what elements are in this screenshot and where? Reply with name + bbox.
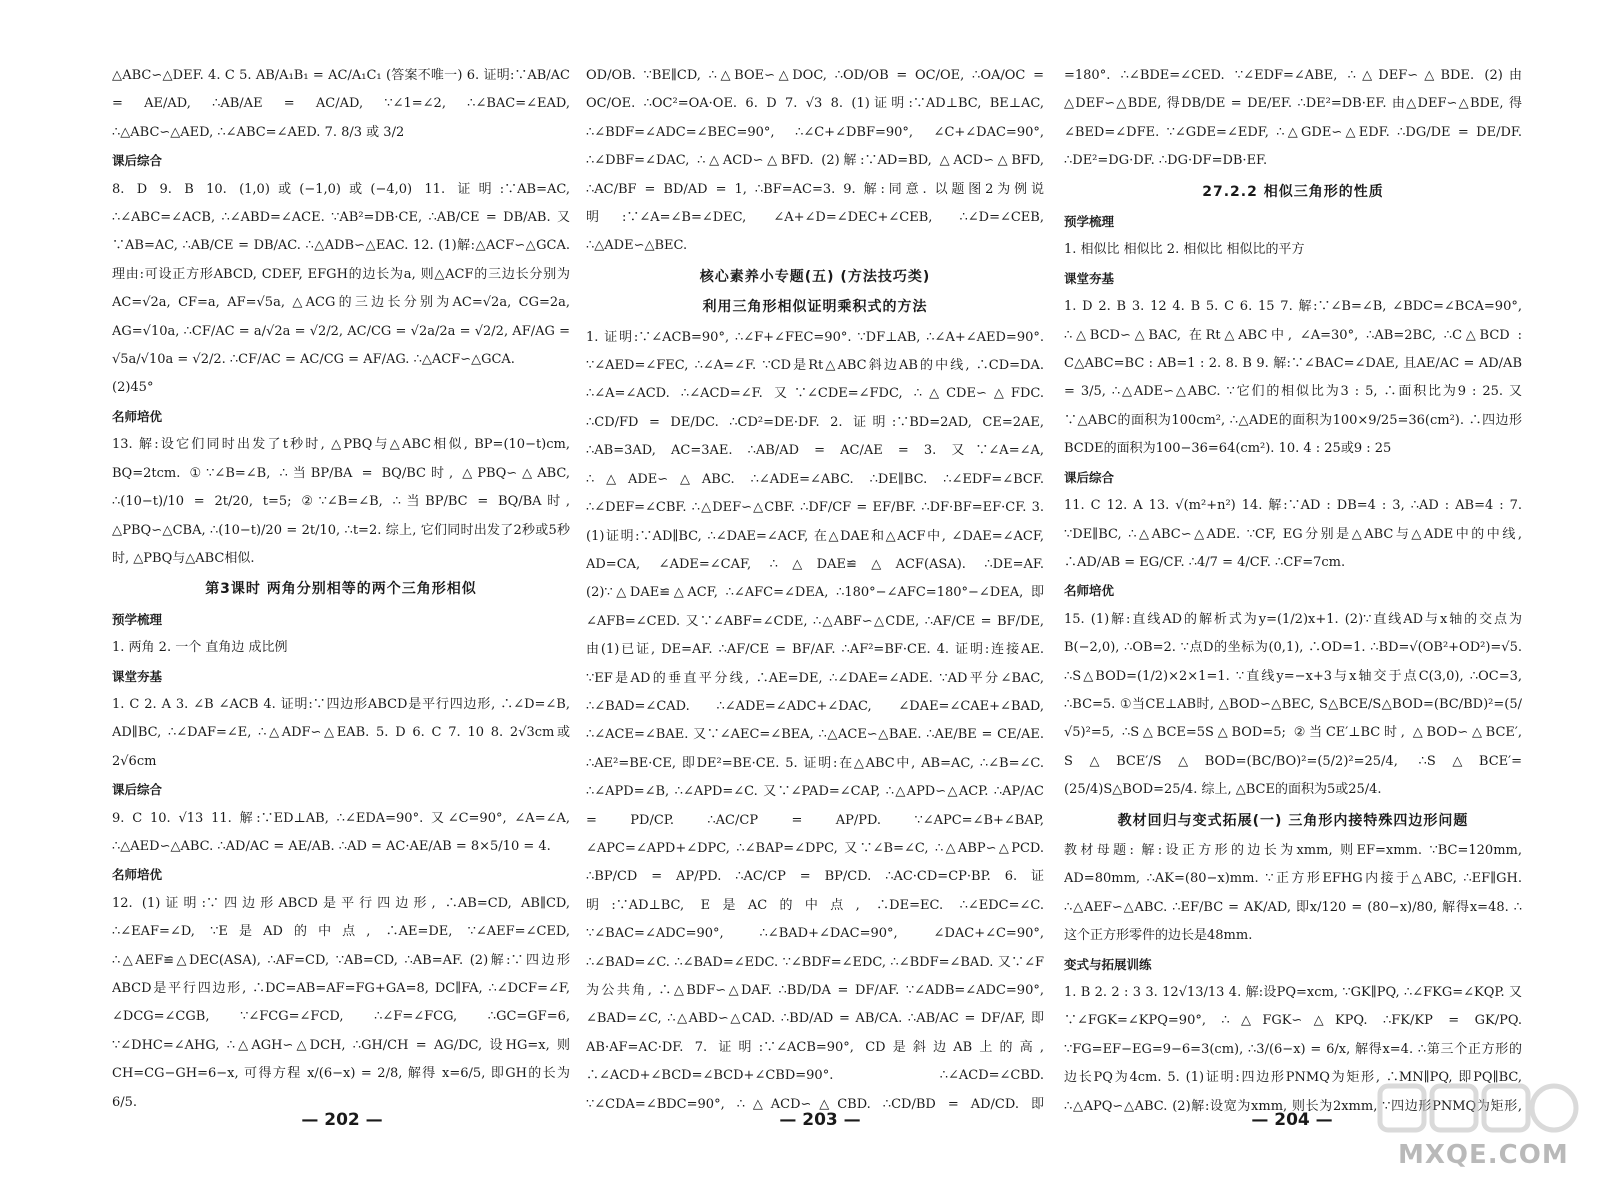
section-heading: 预学梳理: [1064, 214, 1115, 230]
section-heading: 名师培优: [1064, 583, 1115, 599]
page-number-left: — 202 —: [301, 1110, 383, 1130]
column-left: [112, 62, 570, 1122]
answer-paragraph: 教材母题: 解:设正方形的边长为xmm, 则EF=xmm. ∵BC=120mm, AD=80mm, ∴AK=(80−x)mm. ∵正方形EFHG内接于△ABC, ∴EF∥GH. ∴△AEF∽△ABC. ∴EF/BC = AK/AD, 即x/120 = (80−x)/80, 解得x=48. ∴这个正方形零件的边长是48mm.: [1064, 842, 1522, 944]
section-heading: 预学梳理: [112, 611, 163, 627]
answer-paragraph: 1. D 2. B 3. 12 4. B 5. C 6. 15 7. 解:∵∠B=∠B, ∠BDC=∠BCA=90°, ∴△BCD∽△BAC, 在Rt△ABC中, ∠A=30°, ∴AB=2BC, ∴C△BCD : C△ABC=BC : AB=1 : 2. 8. B 9. 解:∵∠BAC=∠DAE, 且AE/AC = AD/AB = 3/5, ∴△ADE∽△ABC. ∵它们的相似比为3 : 5, ∴面积比为9 : 25. 又∵△ABC的面积为100cm², ∴△ADE的面积为100×9/25=36(cm²). ∴四边形BCDE的面积为100−36=64(cm²). 10. 4 : 25或9 : 25: [1064, 299, 1522, 457]
answer-paragraph: 12. (1)证明:∵四边形ABCD是平行四边形, ∴AB=CD, AB∥CD, ∴∠EAF=∠D, ∵E是AD的中点, ∴AE=DE, ∵∠AEF=∠CED, ∴△AEF≌△DEC(ASA), ∴AF=CD, ∵AB=CD, ∴AB=AF. (2)解:∵四边形ABCD是平行四边形, ∴DC=AB=AF=FG+GA=8, DC∥FA, ∴∠DCF=∠F, ∠DCG=∠CGB, ∵∠FCG=∠FCD, ∴∠F=∠FCG, ∴GC=GF=6, ∵∠DHC=∠AHG, ∴△AGH∽△DCH, ∴GH/CH = AG/DC, 设HG=x, 则CH=CG−GH=6−x, 可得方程 x/(6−x) = 2/8, 解得 x=6/5, 即GH的长为6/5.: [112, 895, 570, 1110]
section-heading: 变式与拓展训练: [1064, 956, 1152, 972]
answer-paragraph: 8. D 9. B 10. (1,0)或(−1,0)或(−4,0) 11. 证明:∵AB=AC, ∴∠ABC=∠ACB, ∴∠ABD=∠ACE. ∵AB²=DB·CE, ∴AB/CE = DB/AB. 又∵AB=AC, ∴AB/CE = DB/AC. ∴△ADB∽△EAC. 12. (1)解:△ACF∽△GCA. 理由:可设正方形ABCD, CDEF, EFGH的边长为a, 则△ACF的三边长分别为AC=√2a, CF=a, AF=√5a, △ACG的三边长分别为AC=√2a, CG=2a, AG=√10a, ∴CF/AC = a/√2a = √2/2, AC/CG = √2a/2a = √2/2, AF/AG = √5a/√10a = √2/2. ∴CF/AC = AC/CG = AF/AG. ∴△ACF∽△GCA.: [112, 181, 570, 368]
page-number-right: — 204 —: [1251, 1110, 1333, 1130]
answer-paragraph: 1. 两角 2. 一个 直角边 成比例: [112, 640, 288, 656]
answer-paragraph: 1. B 2. 2 : 3 3. 12√13/13 4. 解:设PQ=xcm, ∵GK∥PQ, ∴∠FKG=∠KQP. 又∵∠FGK=∠KPQ=90°, ∴△FGK∽△KPQ. ∴FK/KP = GK/PQ. ∵FG=EF−EG=9−6=3(cm), ∴3/(6−x) = 6/x, 解得x=4. ∴第三个正方形的边长PQ为4cm. 5. (1)证明:四边形PNMQ为矩形, ∴MN∥PQ, 即PQ∥BC, ∴△APQ∽△ABC. (2)解:设宽为xmm, 则长为2xmm, ∵四边形PNMQ为矩形,: [1064, 985, 1522, 1114]
answer-paragraph: (2)45°: [112, 380, 154, 396]
answer-paragraph: 1. C 2. A 3. ∠B ∠ACB 4. 证明:∵四边形ABCD是平行四边形, ∴∠D=∠B, AD∥BC, ∴∠DAF=∠E, ∴△ADF∽△EAB. 5. D 6. C 7. 10 8. 2√3cm或2√6cm: [112, 696, 570, 769]
section-title: 利用三角形相似证明乘积式的方法: [702, 299, 928, 316]
section-heading: 课堂夯基: [112, 668, 163, 684]
answer-paragraph: 9. C 10. √13 11. 解:∵ED⊥AB, ∴∠EDA=90°. 又∠C=90°, ∠A=∠A, ∴△AED∽△ABC. ∴AD/AC = AE/AB. ∴AD = AC·AE/AB = 8×5/10 = 4.: [112, 810, 570, 854]
column-middle: [586, 62, 1044, 1122]
section-heading: 课堂夯基: [1064, 270, 1115, 286]
answer-paragraph: =180°. ∴∠BDE=∠CED. ∵∠EDF=∠ABE, ∴△DEF∽△BDE. (2)由△DEF∽△BDE, 得DB/DE = DE/EF. ∴DE²=DB·EF. 由△DEF∽△BDE, 得∠BED=∠DFE. ∵∠GDE=∠EDF, ∴△GDE∽△EDF. ∴DG/DE = DE/DF. ∴DE²=DG·DF. ∴DG·DF=DB·EF.: [1064, 68, 1522, 169]
section-heading: 名师培优: [112, 867, 163, 883]
page-number-middle: — 203 —: [779, 1110, 861, 1130]
answer-paragraph: 1. 证明:∵∠ACB=90°, ∴∠F+∠FEC=90°. ∵DF⊥AB, ∴∠A+∠AED=90°. ∵∠AED=∠FEC, ∴∠A=∠F. ∵CD是Rt△ABC斜边AB的中线, ∴CD=DA. ∴∠A=∠ACD. ∴∠ACD=∠F. 又∵∠CDE=∠FDC, ∴△CDE∽△FDC. ∴CD/FD = DE/DC. ∴CD²=DE·DF. 2. 证明:∵BD=2AD, CE=2AE, ∴AB=3AD, AC=3AE. ∴AB/AD = AC/AE = 3. 又∵∠A=∠A, ∴△ADE∽△ABC. ∴∠ADE=∠ABC. ∴DE∥BC. ∴∠EDF=∠BCF. ∴∠DEF=∠CBF. ∴△DEF∽△CBF. ∴DF/CF = EF/BF. ∴DF·BF=EF·CF. 3. (1)证明:∵AD∥BC, ∴∠DAE=∠ACF, 在△DAE和△ACF中, ∠DAE=∠ACF, AD=CA, ∠ADE=∠CAF, ∴△DAE≌△ACF(ASA). ∴DE=AF. (2)∵△DAE≌△ACF, ∴∠AFC=∠DEA, ∴180°−∠AFC=180°−∠DEA, 即∠AFB=∠CED. 又∵∠ABF=∠CDE, ∴△ABF∽△CDE, ∴AF/CE = BF/DE, 由(1)已证, DE=AF. ∴AF/CE = BF/AF. ∴AF²=BF·CE. 4. 证明:连接AE. ∵EF是AD的垂直平分线, ∴AE=DE, ∴∠DAE=∠ADE. ∵AD平分∠BAC, ∴∠BAD=∠CAD. ∴∠ADE=∠ADC+∠DAC, ∠DAE=∠CAE+∠BAD, ∴∠ACE=∠BAE. 又∵∠AEC=∠BEA, ∴△ACE∽△BAE. ∴AE/BE = CE/AE. ∴AE²=BE·CE, 即DE²=BE·CE. 5. 证明:在△ABC中, AB=AC, ∴∠B=∠C. ∴∠APD=∠B, ∴∠APD=∠C. 又∵∠PAD=∠CAP, ∴△APD∽△ACP. ∴AP/AC = PD/CP. ∴AC/CP = AP/PD. ∵∠APC=∠B+∠BAP, ∠APC=∠APD+∠DPC, ∴∠BAP=∠DPC, 又∵∠B=∠C, ∴△ABP∽△PCD. ∴BP/CD = AP/PD. ∴AC/CP = BP/CD. ∴AC·CD=CP·BP. 6. 证明:∵AD⊥BC, E是AC的中点, ∴DE=EC. ∴∠EDC=∠C. ∵∠BAC=∠ADC=90°, ∴∠BAD+∠DAC=90°, ∠DAC+∠C=90°, ∴∠BAD=∠C. ∴∠BAD=∠EDC. ∵∠BDF=∠EDC, ∴∠BDF=∠BAD. 又∵∠F为公共角, ∴△BDF∽△DAF. ∴BD/DA = DF/AF. ∵∠ADB=∠ADC=90°, ∠BAD=∠C, ∴△ABD∽△CAD. ∴BD/AD = AB/CA. ∴AB/AC = DF/AF, 即AB·AF=AC·DF. 7. 证明:∵∠ACB=90°, CD是斜边AB上的高, ∴∠ACD+∠BCD=∠BCD+∠CBD=90°. ∴∠ACD=∠CBD. ∵∠CDA=∠BDC=90°, ∴△ACD∽△CBD. ∴CD/BD = AD/CD. 即: [586, 329, 1044, 1112]
answer-paragraph: 1. 相似比 相似比 2. 相似比 相似比的平方: [1064, 242, 1305, 258]
section-heading: 课后综合: [1064, 469, 1115, 485]
section-title: 教材回归与变式拓展(一) 三角形内接特殊四边形问题: [1117, 812, 1469, 829]
section-heading: 课后综合: [112, 782, 163, 798]
section-title: 核心素养小专题(五) (方法技巧类): [699, 268, 931, 285]
section-title: 第3课时 两角分别相等的两个三角形相似: [205, 581, 477, 598]
section-title: 27.2.2 相似三角形的性质: [1202, 183, 1384, 200]
answer-paragraph: △ABC∽△DEF. 4. C 5. AB/A₁B₁ = AC/A₁C₁ (答案不唯一) 6. 证明:∵AB/AC = AE/AD, ∴AB/AE = AC/AD, ∵∠1=∠2, ∴∠BAC=∠EAD, ∴△ABC∽△AED, ∴∠ABC=∠AED. 7. 8/3 或 3/2: [112, 68, 570, 140]
section-heading: 名师培优: [112, 408, 163, 424]
answer-paragraph: 11. C 12. A 13. √(m²+n²) 14. 解:∵AD : DB=4 : 3, ∴AD : AB=4 : 7. ∵DE∥BC, ∴△ABC∽△ADE. ∵CF, EG分别是△ABC与△ADE中的中线, ∴AD/AB = EG/CF. ∴4/7 = 4/CF. ∴CF=7cm.: [1064, 498, 1522, 570]
answer-paragraph: 15. (1)解:直线AD的解析式为y=(1/2)x+1. (2)∵直线AD与x轴的交点为B(−2,0), ∴OB=2. ∵点D的坐标为(0,1), ∴OD=1. ∴BD=√(OB²+OD²)=√5. ∴S△BOD=(1/2)×2×1=1. ∵直线y=−x+3与x轴交于点C(3,0), ∴OC=3, ∴BC=5. ①当CE⊥AB时, △BOD∽△BEC, S△BCE/S△BOD=(BC/BD)²=(5/√5)²=5, ∴S△BCE=5S△BOD=5; ②当CE′⊥BC时, △BOD∽△BCE′, S△BCE′/S△BOD=(BC/BO)²=(5/2)²=25/4, ∴S△BCE′=(25/4)S△BOD=25/4. 综上, △BCE的面积为5或25/4.: [1064, 611, 1522, 798]
answer-paragraph: 13. 解:设它们同时出发了t秒时, △PBQ与△ABC相似, BP=(10−t)cm, BQ=2tcm. ①∵∠B=∠B, ∴当BP/BA = BQ/BC时, △PBQ∽△ABC, ∴(10−t)/10 = 2t/20, t=5; ②∵∠B=∠B, ∴当BP/BC = BQ/BA时, △PBQ∽△CBA, ∴(10−t)/20 = 2t/10, ∴t=2. 综上, 它们同时出发了2秒或5秒时, △PBQ与△ABC相似.: [112, 437, 570, 566]
answer-paragraph: OD/OB. ∵BE∥CD, ∴△BOE∽△DOC, ∴OD/OB = OC/OE, ∴OA/OC = OC/OE. ∴OC²=OA·OE. 6. D 7. √3 8. (1)证明:∵AD⊥BC, BE⊥AC, ∴∠BDF=∠ADC=∠BEC=90°, ∴∠C+∠DBF=90°, ∠C+∠DAC=90°, ∴∠DBF=∠DAC, ∴△ACD∽△BFD. (2)解:∵AD=BD, △ACD∽△BFD, ∴AC/BF = BD/AD = 1, ∴BF=AC=3. 9. 解:同意. 以题图2为例说明:∵∠A=∠B=∠DEC, ∠A+∠D=∠DEC+∠CEB, ∴∠D=∠CEB, ∴△ADE∽△BEC.: [586, 68, 1044, 254]
section-heading: 课后综合: [112, 153, 163, 169]
column-right: [1064, 62, 1522, 1122]
watermark-site: MXQE.COM: [1398, 1140, 1569, 1170]
